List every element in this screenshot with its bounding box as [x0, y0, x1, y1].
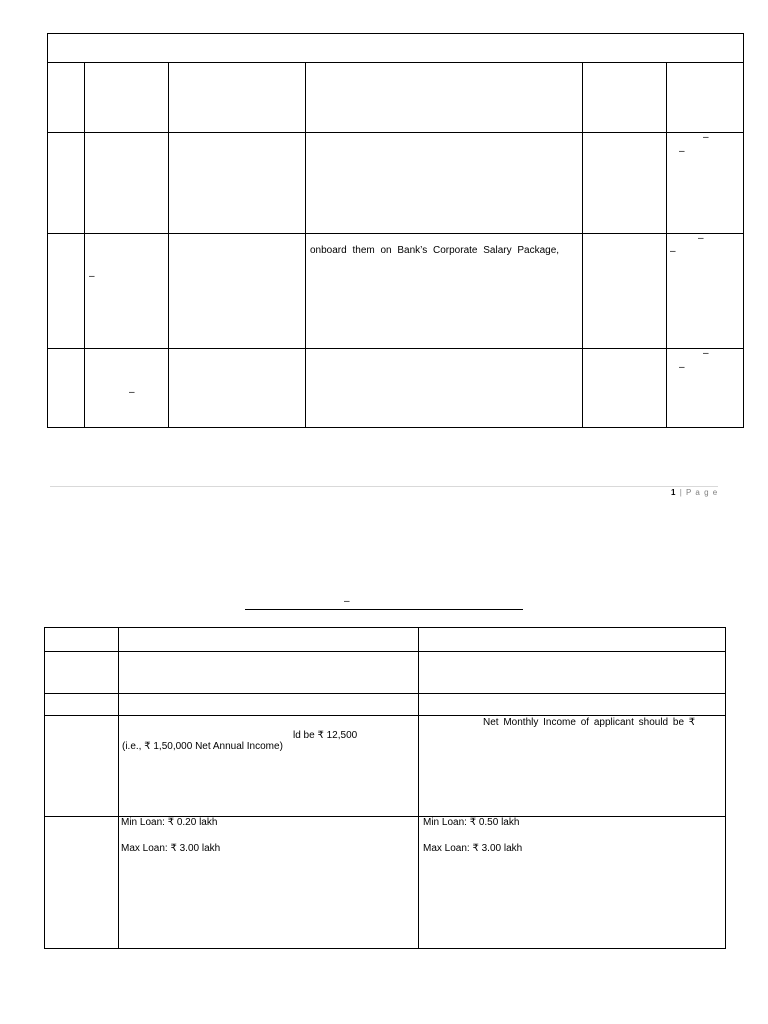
table-rule — [47, 348, 744, 349]
page-number-separator: | — [679, 488, 683, 497]
page-number — [671, 488, 718, 497]
table-rule — [44, 651, 726, 652]
loan-right-max: Max Loan: ₹ 3.00 lakh — [423, 843, 523, 854]
table-rule — [47, 33, 48, 427]
loan-left-max: Max Loan: ₹ 3.00 lakh — [121, 843, 221, 854]
table-rule — [44, 715, 726, 716]
dash-mark: – — [129, 387, 135, 398]
page-number-value: 1 — [671, 488, 677, 497]
income-right: Net Monthly Income of applicant should be ₹ — [483, 717, 696, 728]
heading-underline — [245, 609, 523, 610]
page-word: P a g e — [686, 488, 719, 497]
table-rule — [47, 62, 744, 63]
table-rule — [44, 627, 726, 628]
table-rule — [418, 627, 419, 948]
table-rule — [725, 627, 726, 948]
table-rule — [84, 62, 85, 427]
dash-mark: – — [698, 233, 704, 244]
table-rule — [118, 627, 119, 948]
income-left-line1: ld be ₹ 12,500 — [293, 730, 358, 741]
dash-mark: – — [670, 246, 676, 257]
income-left-line2: (i.e., ₹ 1,50,000 Net Annual Income) — [122, 741, 283, 752]
row3-description: onboard them on Bank’s Corporate Salary Package, — [310, 245, 560, 256]
dash-mark: – — [703, 132, 709, 143]
dash-mark: – — [703, 348, 709, 359]
table-rule — [666, 62, 667, 427]
loan-right-min: Min Loan: ₹ 0.50 lakh — [423, 817, 520, 828]
table-rule — [47, 132, 744, 133]
dash-mark: – — [679, 362, 685, 373]
table-rule — [44, 693, 726, 694]
table-rule — [743, 33, 744, 427]
loan-left-min: Min Loan: ₹ 0.20 lakh — [121, 817, 218, 828]
table-rule — [47, 233, 744, 234]
table-rule — [47, 33, 744, 34]
dash-mark: – — [89, 271, 95, 282]
heading-dash: – — [344, 596, 350, 607]
table-rule — [305, 62, 306, 427]
dash-mark: – — [679, 146, 685, 157]
table-rule — [582, 62, 583, 427]
table-rule — [44, 948, 726, 949]
table-rule — [168, 62, 169, 427]
table-rule — [47, 427, 744, 428]
table-rule — [44, 627, 45, 948]
footer-rule — [50, 486, 718, 487]
